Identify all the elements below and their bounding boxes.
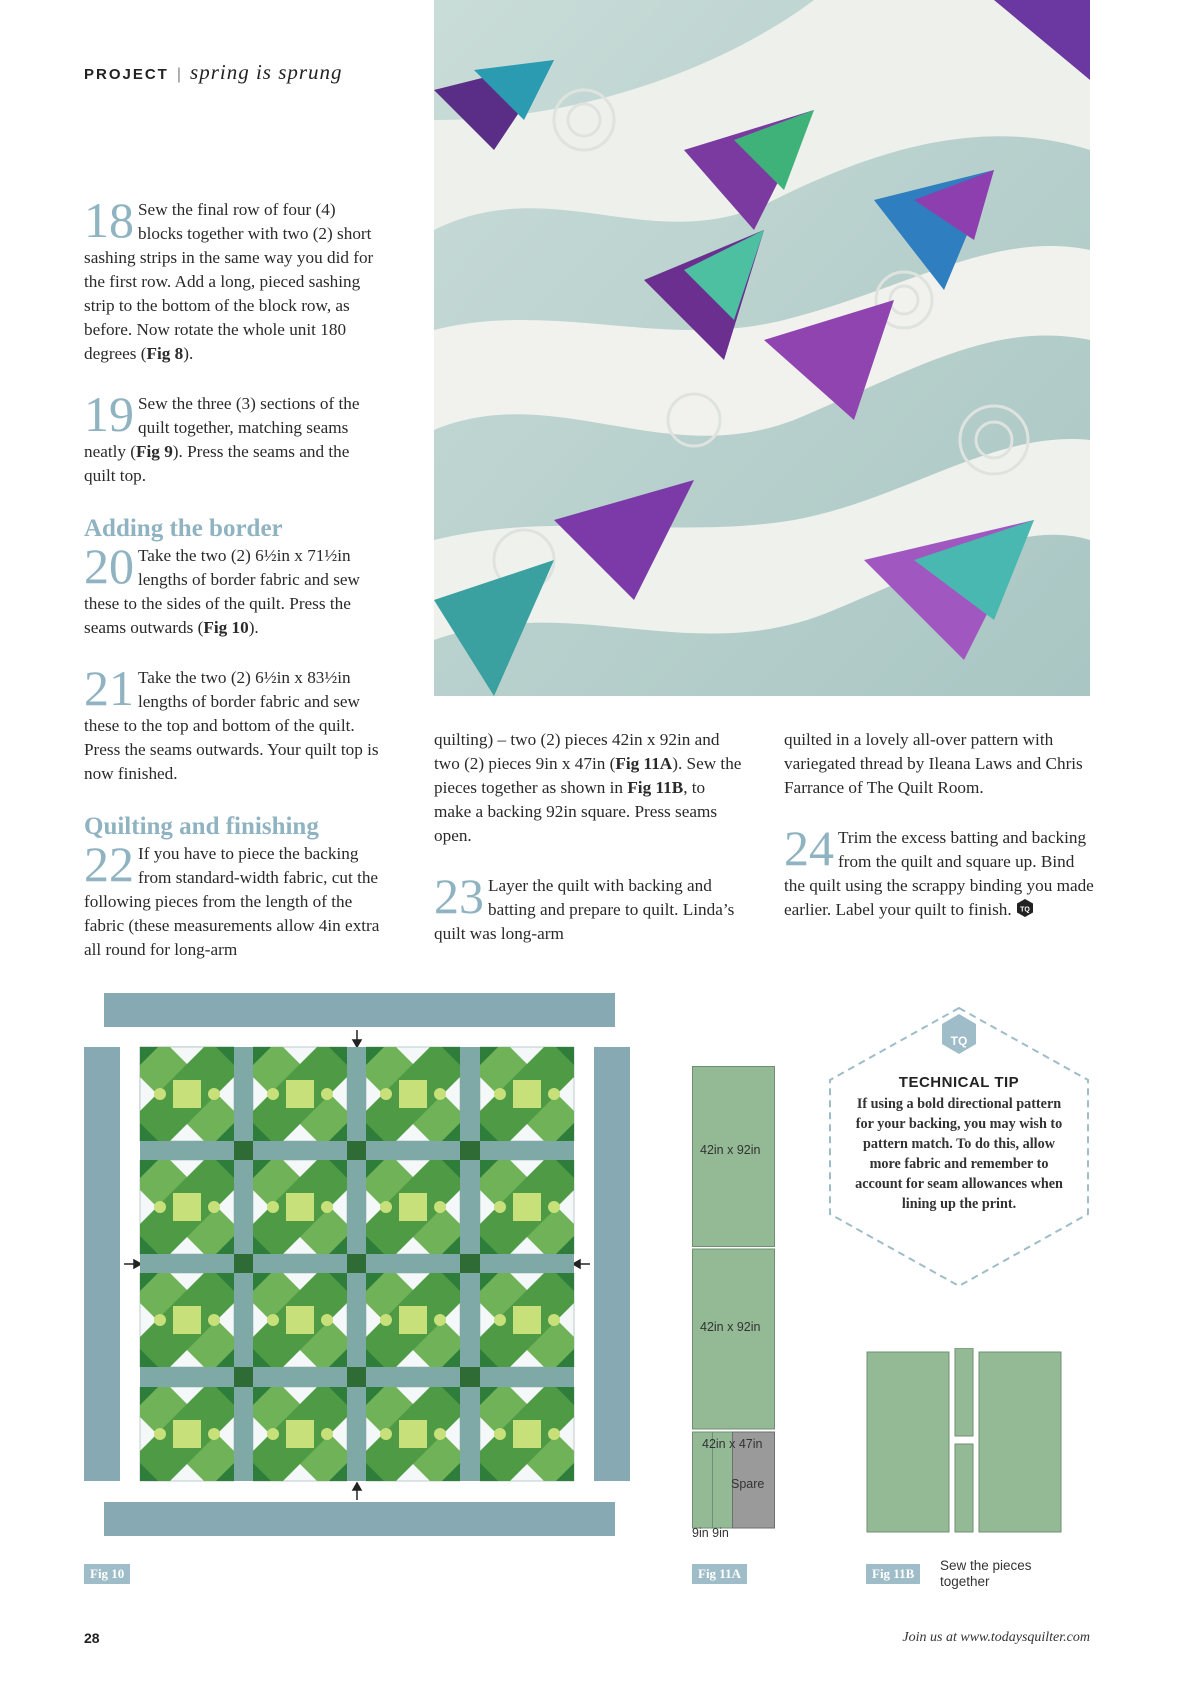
border-right — [594, 1047, 630, 1481]
text-column-3 — [784, 728, 1094, 944]
step-22 — [84, 836, 384, 962]
step-22-continued — [434, 728, 744, 848]
step-number: 20 — [84, 538, 134, 594]
heading-adding-border: Adding the border — [84, 515, 283, 542]
fig-11b-diagram — [866, 1348, 1066, 1536]
footer-url[interactable]: Join us at www.todaysquilter.com — [902, 1630, 1090, 1645]
step-24 — [784, 820, 1094, 922]
step-18 — [84, 192, 384, 366]
border-bottom — [104, 1502, 615, 1536]
step-text: Take the two (2) 6½in x 71½in lengths of border fabric and sew these to the sides of the quilt. Press the seams outwards ( — [84, 546, 360, 637]
heading-quilting-finishing: Quilting and finishing — [84, 813, 319, 840]
text-column-1 — [84, 192, 384, 984]
fig-ref: Fig 9 — [136, 442, 173, 461]
piece-label-1: 42in x 92in — [700, 1143, 761, 1157]
tip-title: TECHNICAL TIP — [898, 1074, 1020, 1091]
fig-11a-label: Fig 11A — [692, 1564, 747, 1584]
running-head — [84, 60, 343, 85]
step-number: 22 — [84, 836, 134, 892]
step-text: , to make a backing 92in square. Press seams open. — [434, 778, 718, 845]
step-number: 21 — [84, 660, 134, 716]
step-text: Sew the final row of four (4) blocks together with two (2) short sashing strips in the same way you did for the first row. Add a long, pieced sashing strip to the bottom of the block row, as before. Now rotate the whole unit 180 degrees ( — [84, 200, 374, 363]
border-left — [84, 1047, 120, 1481]
text-column-2 — [434, 728, 744, 968]
step-number: 19 — [84, 386, 134, 442]
fig-11b-label: Fig 11B — [866, 1564, 920, 1584]
strip-width-labels: 9in 9in — [692, 1526, 729, 1540]
tq-end-badge-icon — [1016, 899, 1034, 917]
piece-label-3: 42in x 47in — [702, 1437, 763, 1451]
step-text: Trim the excess batting and backing from the quilt and square up. Bind the quilt using the scrappy binding you made earlier. Label your quilt to finish. — [784, 828, 1094, 919]
step-text: ). Press the seams and the quilt top. — [84, 442, 350, 485]
step-text: quilting) – two (2) pieces 42in x 92in and two (2) pieces 9in x 47in ( — [434, 730, 720, 773]
caption-line: Sew the pieces — [940, 1558, 1032, 1573]
step-23 — [434, 868, 744, 946]
quilt-photo — [434, 0, 1090, 696]
step-number: 23 — [434, 868, 484, 924]
fig-ref: Fig 11A — [615, 754, 673, 773]
section-label: PROJECT — [84, 66, 169, 83]
caption-line: together — [940, 1574, 990, 1589]
step-23-continued: quilted in a lovely all-over pattern with variegated thread by Ileana Laws and Chris Farrance of The Quilt Room. — [784, 730, 1083, 797]
step-text: ). Sew the pieces together as shown in — [434, 754, 742, 797]
tip-body: If using a bold directional pattern for your backing, you may wish to pattern match. To do this, allow more fabric and remember to account for seam allowances when lining up the print. — [855, 1096, 1063, 1212]
step-21 — [84, 660, 384, 786]
step-text: ). — [248, 618, 259, 637]
header-separator: | — [176, 66, 183, 83]
step-text: Take the two (2) 6½in x 83½in lengths of border fabric and sew these to the top and bottom of the quilt. Press the seams outwards. Your quilt top is now finished. — [84, 668, 379, 783]
page-number: 28 — [84, 1630, 100, 1646]
fig-ref: Fig 11B — [627, 778, 684, 797]
fig-ref: Fig 8 — [146, 344, 184, 363]
quilt-photo-illustration — [434, 0, 1090, 696]
step-number: 18 — [84, 192, 134, 248]
fig-11a-diagram — [692, 1066, 778, 1536]
step-text: If you have to piece the backing from standard-width fabric, cut the following pieces from the length of the fabric (these measurements allow 4in extra all round for long-arm — [84, 844, 380, 959]
spare-label: Spare — [731, 1477, 765, 1491]
tq-badge-icon: TQ — [950, 1034, 968, 1048]
step-number: 24 — [784, 820, 834, 876]
piece-label-2: 42in x 92in — [700, 1320, 761, 1334]
fig-11b-caption — [940, 1558, 1032, 1590]
fig-10-label: Fig 10 — [84, 1564, 130, 1584]
border-top — [104, 993, 615, 1027]
fig-10-diagram — [84, 990, 644, 1540]
step-19 — [84, 386, 384, 488]
fig-ref: Fig 10 — [203, 618, 249, 637]
svg-text:TQ: TQ — [1020, 906, 1030, 914]
step-text: Sew the three (3) sections of the quilt together, matching seams neatly ( — [84, 394, 360, 461]
step-text: Layer the quilt with backing and batting and prepare to quilt. Linda’s quilt was long-arm — [434, 876, 735, 943]
step-text: ). — [183, 344, 194, 363]
project-title: spring is sprung — [190, 60, 343, 84]
step-20 — [84, 538, 384, 640]
